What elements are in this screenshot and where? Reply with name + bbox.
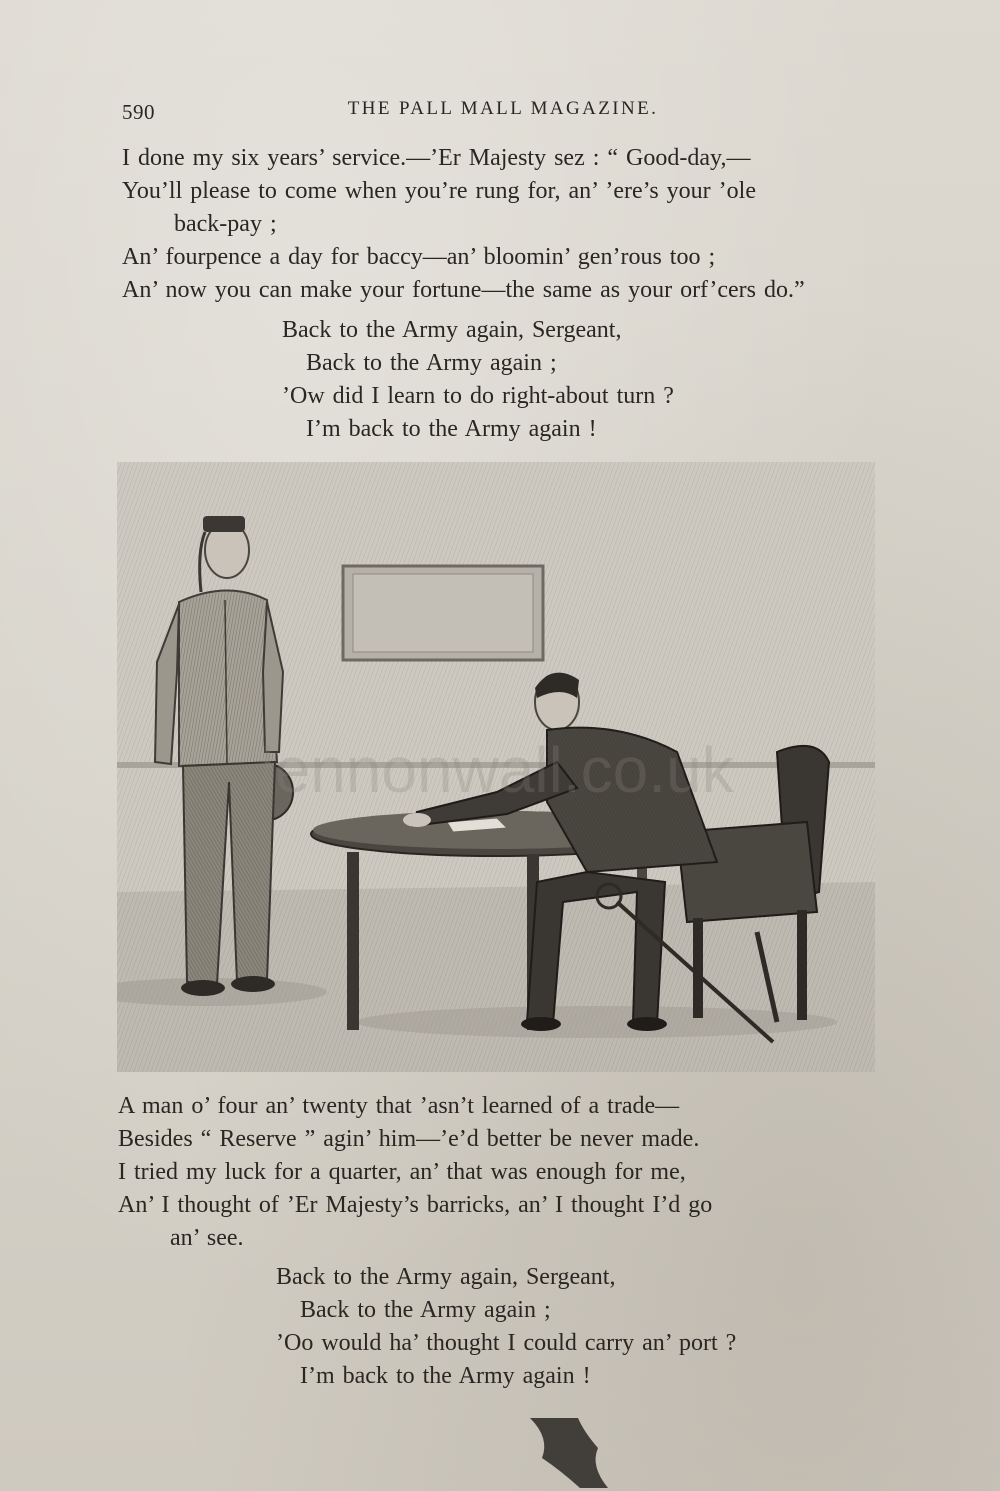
chorus-line: Back to the Army again, Sergeant, [276, 1264, 616, 1290]
running-title: THE PALL MALL MAGAZINE. [347, 98, 659, 119]
chorus-line: ’Oo would ha’ thought I could carry an’ port ? [276, 1330, 737, 1356]
page-number: 590 [122, 100, 155, 124]
paper-tear [520, 1418, 640, 1488]
verse-line: An’ now you can make your fortune—the same as your orf’cers do.” [122, 277, 805, 303]
verse-line-continuation: an’ see. [170, 1225, 244, 1251]
engraving-svg [117, 462, 875, 1072]
engraving-illustration [117, 462, 875, 1072]
stanza-1 [122, 142, 805, 307]
stanza-2 [118, 1090, 712, 1255]
verse-line: You’ll please to come when you’re rung for, an’ ’ere’s your ’ole [122, 178, 756, 204]
verse-line: An’ I thought of ’Er Majesty’s barricks, an’ I thought I’d go [118, 1192, 713, 1218]
chorus-line: ’Ow did I learn to do right-about turn ? [282, 383, 674, 409]
verse-line: Besides “ Reserve ” agin’ him—’e’d better be never made. [118, 1126, 700, 1152]
watermark-text: lennonwall.co.uk [260, 734, 734, 806]
chorus-line: Back to the Army again ; [300, 1297, 551, 1323]
chorus-line: I’m back to the Army again ! [300, 1363, 591, 1389]
verse-line: I tried my luck for a quarter, an’ that was enough for me, [118, 1159, 686, 1185]
chorus-line: Back to the Army again, Sergeant, [282, 317, 622, 343]
chorus-2 [276, 1261, 736, 1393]
chorus-line: I’m back to the Army again ! [306, 416, 597, 442]
verse-line: An’ fourpence a day for baccy—an’ bloomin’ gen’rous too ; [122, 244, 716, 270]
chorus-line: Back to the Army again ; [306, 350, 557, 376]
chorus-1 [282, 314, 674, 446]
verse-line-continuation: back-pay ; [174, 211, 277, 237]
verse-line: A man o’ four an’ twenty that ’asn’t learned of a trade— [118, 1093, 680, 1119]
verse-line: I done my six years’ service.—’Er Majesty sez : “ Good-day,— [122, 145, 751, 171]
